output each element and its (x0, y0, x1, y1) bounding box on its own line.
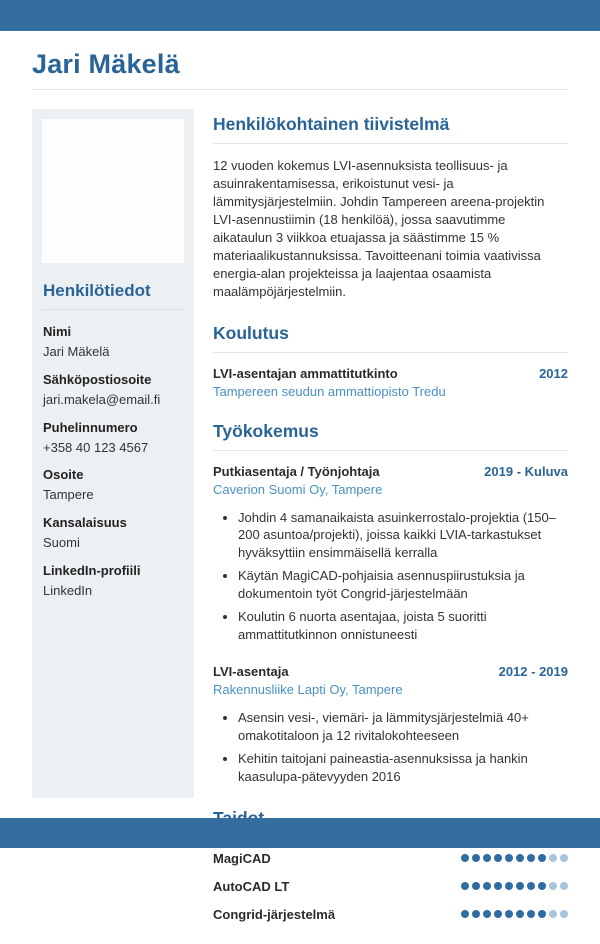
skill-row (213, 851, 568, 866)
job-bullet: • Kehitin taitojani paineastia-asennuksissa ja hankin kaasulupa-pätevyyden 2016 (238, 750, 568, 786)
rating-dot-empty (560, 854, 568, 862)
job-bullets (213, 709, 568, 786)
skill-rating-dots (461, 910, 568, 918)
rating-dot-filled (461, 854, 469, 862)
sidebar-title: Henkilötiedot (42, 281, 184, 310)
personal-field (43, 372, 183, 409)
personal-field (43, 515, 183, 552)
education-title: Koulutus (213, 323, 568, 353)
rating-dot-filled (516, 882, 524, 890)
rating-dot-filled (538, 882, 546, 890)
experience-entry (213, 464, 568, 645)
header (0, 49, 600, 90)
skill-rating-dots (461, 882, 568, 890)
rating-dot-filled (483, 854, 491, 862)
rating-dot-filled (527, 882, 535, 890)
rating-dot-filled (461, 882, 469, 890)
rating-dot-filled (472, 854, 480, 862)
personal-fields (42, 310, 184, 600)
personal-field (43, 420, 183, 457)
top-accent-bar (0, 0, 600, 31)
field-label: Sähköpostiosoite (43, 371, 152, 387)
photo-placeholder (42, 119, 184, 263)
bottom-accent-bar (0, 818, 600, 848)
field-value: +358 40 123 4567 (43, 439, 149, 455)
skill-name: AutoCAD LT (213, 878, 290, 894)
entry-head (213, 366, 568, 381)
experience-title: Työkokemus (213, 421, 568, 451)
field-label: Puhelinnumero (43, 419, 138, 435)
field-label: Kansalaisuus (43, 515, 127, 531)
entry-dates: 2012 (539, 365, 568, 381)
field-label: Osoite (43, 467, 84, 483)
rating-dot-filled (494, 882, 502, 890)
field-value: Jari Mäkelä (43, 343, 110, 359)
rating-dot-filled (483, 910, 491, 918)
section-experience (213, 421, 568, 786)
skill-row (213, 879, 568, 894)
rating-dot-filled (494, 854, 502, 862)
field-label: LinkedIn-profiili (43, 562, 141, 578)
rating-dot-empty (549, 910, 557, 918)
section-summary (213, 114, 568, 301)
entry-head (213, 664, 568, 679)
field-label: Nimi (43, 324, 72, 340)
degree-name: LVI-asentajan ammattitutkinto (213, 365, 398, 381)
rating-dot-filled (461, 910, 469, 918)
summary-title: Henkilökohtainen tiivistelmä (213, 114, 568, 144)
job-bullet: • Käytän MagiCAD-pohjaisia asennuspiirustuksia ja dokumentoin työt Congrid-järjestelmään (238, 567, 568, 603)
skill-name: MagiCAD (213, 850, 271, 866)
company-name: Caverion Suomi Oy, Tampere (213, 481, 383, 497)
rating-dot-filled (505, 854, 513, 862)
job-bullet: • Koulutin 6 nuorta asentajaa, joista 5 suoritti ammattitutkinnon onnistuneesti (238, 608, 568, 644)
rating-dot-filled (516, 910, 524, 918)
rating-dot-filled (538, 910, 546, 918)
field-value: jari.makela@email.fi (43, 391, 161, 407)
rating-dot-filled (472, 882, 480, 890)
field-value: Suomi (43, 535, 80, 551)
rating-dot-empty (560, 910, 568, 918)
experience-entry (213, 664, 568, 786)
job-title: LVI-asentaja (213, 664, 289, 680)
rating-dot-filled (494, 910, 502, 918)
rating-dot-filled (483, 882, 491, 890)
header-divider (32, 89, 568, 90)
job-bullets (213, 509, 568, 645)
rating-dot-filled (516, 854, 524, 862)
field-value: Tampere (43, 487, 94, 503)
rating-dot-filled (538, 854, 546, 862)
rating-dot-empty (549, 854, 557, 862)
rating-dot-filled (527, 910, 535, 918)
entry-dates: 2012 - 2019 (498, 664, 568, 680)
job-bullet: • Johdin 4 samanaikaista asuinkerrostalo-projektia (150–200 asuntoa/projekti), joissa kaikki LVIA-tarkastukset hyväksyttiin ensimmäisellä kerralla (238, 509, 568, 563)
rating-dot-filled (505, 882, 513, 890)
personal-field (43, 324, 183, 361)
experience-entries (213, 464, 568, 786)
rating-dot-empty (560, 882, 568, 890)
rating-dot-filled (472, 910, 480, 918)
company-name: Rakennusliike Lapti Oy, Tampere (213, 682, 403, 698)
skill-rating-dots (461, 854, 568, 862)
education-entry (213, 366, 568, 399)
job-bullet: • Asensin vesi-, viemäri- ja lämmitysjärjestelmiä 40+ omakotitaloon ja 12 rivitalokohteeseen (238, 709, 568, 745)
school-name: Tampereen seudun ammattiopisto Tredu (213, 383, 446, 399)
entry-head (213, 464, 568, 479)
section-education (213, 323, 568, 399)
personal-field (43, 467, 183, 504)
summary-text: 12 vuoden kokemus LVI-asennuksista teollisuus- ja asuinrakentamisessa, erikoistunut vesi- ja lämmitysjärjestelmiin. Johdin Tampereen areena-projektin LVI-asennustiimin (18 henkilöä), jossa saavutimme aikataulun 3 viikkoa etuajassa ja säästimme 15 % materiaalikustannuksissa. Tavoitteenani toimia vaativissa energia-alan projekteissa ja laajentaa osaamista maalämpöjärjestelmiin. (213, 158, 545, 299)
person-name: Jari Mäkelä (32, 49, 180, 79)
job-title: Putkiasentaja / Työnjohtaja (213, 463, 380, 479)
entry-dates: 2019 - Kuluva (484, 463, 568, 479)
rating-dot-empty (549, 882, 557, 890)
skill-rows (213, 851, 568, 922)
skill-row (213, 907, 568, 922)
rating-dot-filled (505, 910, 513, 918)
personal-field (43, 563, 183, 600)
skill-name: Congrid-järjestelmä (213, 906, 336, 922)
rating-dot-filled (527, 854, 535, 862)
field-value: LinkedIn (43, 582, 93, 598)
education-entries (213, 366, 568, 399)
sidebar (32, 109, 194, 798)
